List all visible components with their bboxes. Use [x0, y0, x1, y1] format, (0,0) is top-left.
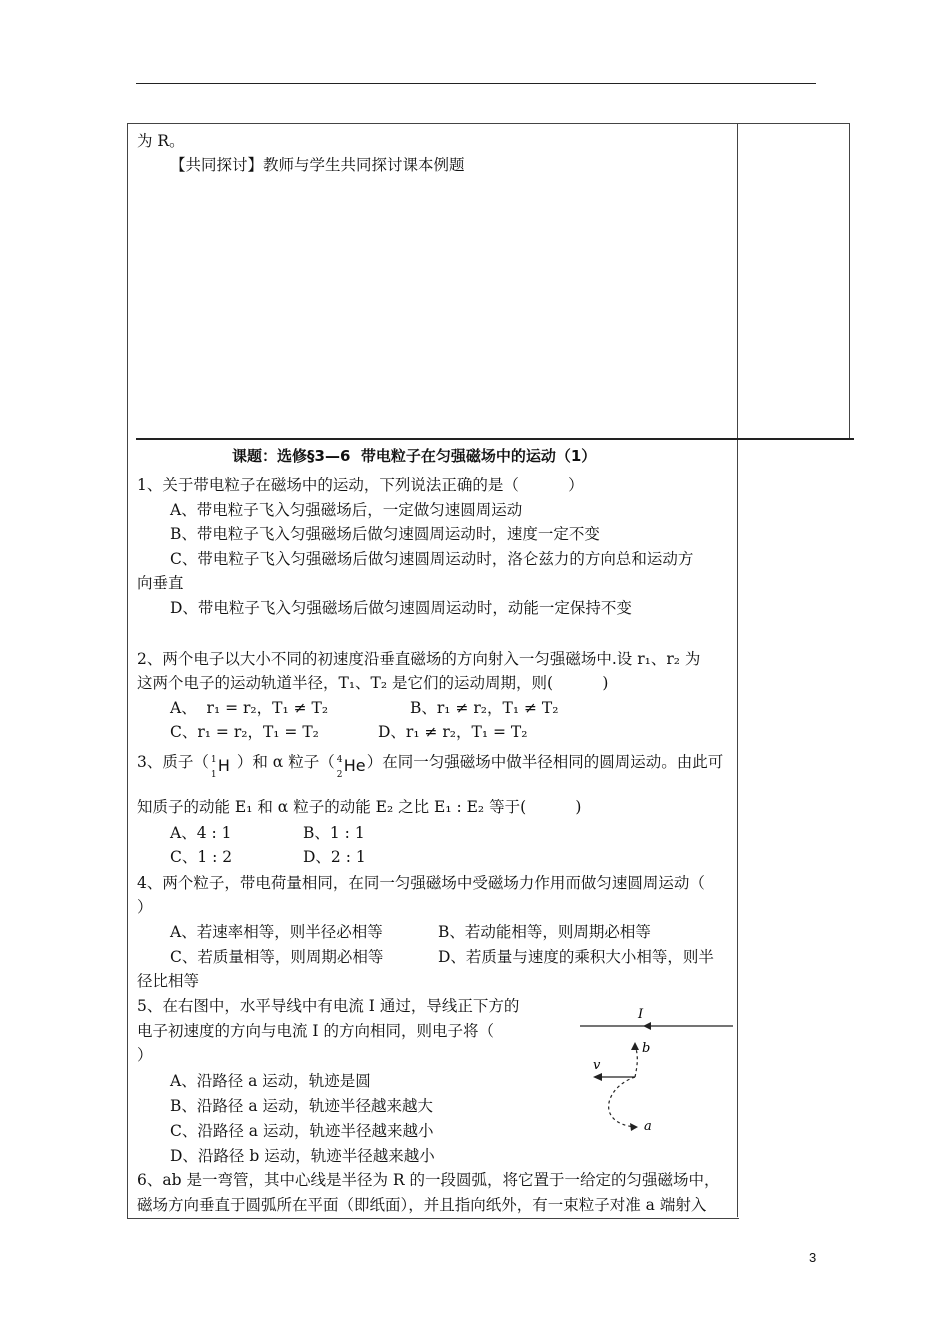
- q5-stem-close: ）: [137, 1046, 153, 1064]
- q2-option-a: A、 r₁ = r₂，T₁ ≠ T₂: [170, 699, 329, 717]
- q5-figure: [575, 1005, 735, 1135]
- q4-option-b: B、若动能相等，则周期必相等: [438, 923, 651, 941]
- q3-option-b: B、1 : 1: [303, 824, 365, 842]
- q4-option-d: D、若质量与速度的乘积大小相等，则半: [438, 948, 714, 966]
- q2-stem: 2、两个电子以大小不同的初速度沿垂直磁场的方向射入一匀强磁场中.设 r₁、r₂ 为: [137, 650, 701, 668]
- q1-option-c: C、带电粒子飞入匀强磁场后做匀速圆周运动时，洛仑兹力的方向总和运动方: [170, 550, 694, 568]
- continued-text: 为 R。: [137, 132, 185, 150]
- discussion-note: 【共同探讨】教师与学生共同探讨课本例题: [170, 156, 465, 174]
- q3-option-d: D、2 : 1: [303, 848, 366, 866]
- q4-stem-cont: ）: [137, 898, 153, 916]
- current-direction-arrow: [643, 1022, 651, 1030]
- q2-stem-cont: 这两个电子的运动轨道半径，T₁、T₂ 是它们的运动周期，则( ): [137, 674, 609, 692]
- q1-option-c-cont: 向垂直: [137, 574, 184, 592]
- q4-option-a: A、若速率相等，则半径必相等: [170, 923, 383, 941]
- path-a-arrow: [630, 1123, 638, 1131]
- q1-option-d: D、带电粒子飞入匀强磁场后做匀速圆周运动时，动能一定保持不变: [170, 599, 632, 617]
- q6-stem-cont: 磁场方向垂直于圆弧所在平面（即纸面），并且指向纸外，有一束粒子对准 a 端射入: [137, 1196, 707, 1214]
- path-b-label: b: [642, 1041, 651, 1056]
- velocity-label: v: [593, 1058, 601, 1073]
- notes-column-border-lower: [737, 440, 738, 1217]
- q1-option-b: B、带电粒子飞入匀强磁场后做匀速圆周运动时，速度一定不变: [170, 525, 600, 543]
- lesson-title: 课题：选修§3—6 带电粒子在匀强磁场中的运动（1）: [232, 447, 597, 465]
- q5-stem: 5、在右图中，水平导线中有电流 I 通过，导线正下方的: [137, 997, 520, 1015]
- path-a-label: a: [644, 1119, 652, 1134]
- section-divider: [136, 438, 854, 440]
- q3-stem: [137, 752, 724, 780]
- q5-option-c: C、沿路径 a 运动，轨迹半径越来越小: [170, 1122, 434, 1140]
- q2-option-c: C、r₁ = r₂，T₁ = T₂: [170, 723, 319, 741]
- q4-option-c: C、若质量相等，则周期必相等: [170, 948, 384, 966]
- path-b-arrow: [631, 1042, 639, 1050]
- hydrogen-nuclide: [209, 753, 237, 780]
- q2-option-b: B、r₁ ≠ r₂，T₁ ≠ T₂: [410, 699, 559, 717]
- hydrogen-mass-number: 1: [210, 755, 217, 765]
- q3-stem-part2: ）和 α 粒子（: [236, 753, 335, 771]
- path-a: [609, 1077, 635, 1127]
- hydrogen-atomic-number: 1: [210, 770, 217, 780]
- q3-option-a: A、4 : 1: [170, 824, 232, 842]
- q3-stem-part1: 3、质子（: [137, 753, 209, 771]
- q2-option-d: D、r₁ ≠ r₂，T₁ = T₂: [378, 723, 528, 741]
- q6-stem: 6、ab 是一弯管，其中心线是半径为 R 的一段圆弧，将它置于一给定的匀强磁场中，: [137, 1171, 720, 1189]
- notes-column-outer-border: [849, 123, 850, 440]
- page-number: 3: [809, 1250, 817, 1265]
- helium-nuclide: [335, 753, 367, 780]
- q1-option-a: A、带电粒子飞入匀强磁场后，一定做匀速圆周运动: [170, 501, 523, 519]
- q4-stem: 4、两个粒子，带电荷量相同，在同一匀强磁场中受磁场力作用而做匀速圆周运动（: [137, 874, 705, 892]
- q4-option-d-cont: 径比相等: [137, 972, 200, 990]
- velocity-arrow: [593, 1073, 602, 1081]
- q5-stem-cont: 电子初速度的方向与电流 I 的方向相同，则电子将（: [137, 1022, 494, 1040]
- helium-atomic-number: 2: [336, 770, 343, 780]
- q5-option-b: B、沿路径 a 运动，轨迹半径越来越大: [170, 1097, 433, 1115]
- notes-column-border: [737, 123, 738, 440]
- q5-option-d: D、沿路径 b 运动，轨迹半径越来越小: [170, 1147, 435, 1165]
- q3-option-c: C、1 : 2: [170, 848, 233, 866]
- q3-stem-part3: ）在同一匀强磁场中做半径相同的圆周运动。由此可: [366, 753, 724, 771]
- q1-stem: 1、关于带电粒子在磁场中的运动，下列说法正确的是（ ）: [137, 476, 584, 494]
- current-label: I: [638, 1007, 644, 1022]
- hydrogen-symbol: H: [217, 756, 230, 775]
- header-rule: [136, 83, 816, 84]
- q5-option-a: A、沿路径 a 运动，轨迹是圆: [170, 1072, 371, 1090]
- q3-stem-cont: 知质子的动能 E₁ 和 α 粒子的动能 E₂ 之比 E₁ : E₂ 等于( ): [137, 798, 582, 816]
- helium-mass-number: 4: [336, 755, 343, 765]
- helium-symbol: He: [343, 756, 366, 775]
- table-border: [737, 123, 850, 124]
